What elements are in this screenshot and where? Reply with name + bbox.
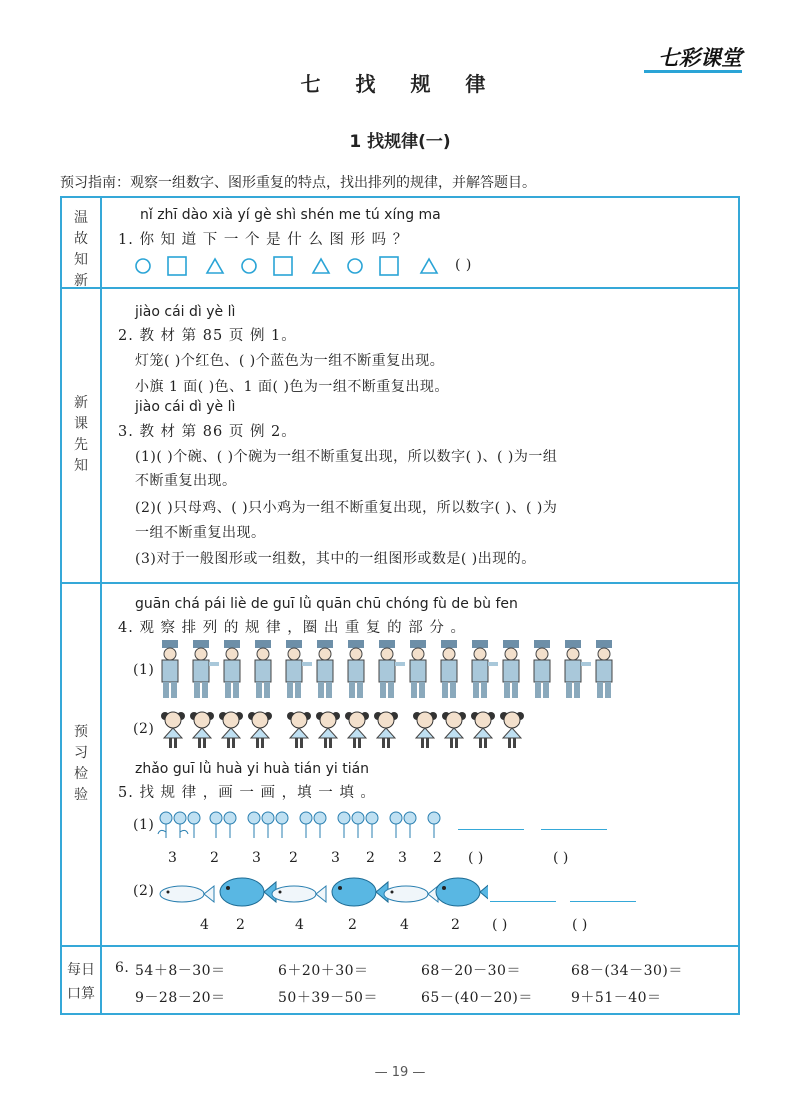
label-text: 预习检验 — [74, 724, 88, 803]
girl-figure — [287, 712, 311, 748]
q5-number: 2 — [366, 850, 375, 866]
soldier-figure — [286, 640, 312, 698]
q5-row2-label: (2) — [133, 883, 155, 899]
big-fish-icon — [220, 878, 276, 906]
triangle-shape — [421, 259, 437, 273]
q1-pinyin: nǐ zhī dào xià yí gè shì shén me tú xíng ma — [140, 207, 441, 223]
label-text: 新课先知 — [74, 395, 88, 474]
q2-text: 2. 教 材 第 85 页 例 1。 — [118, 328, 297, 344]
soldier-figures-svg — [158, 638, 618, 700]
q5-number: 3 — [252, 850, 261, 866]
small-flower-icon — [276, 812, 288, 838]
q5-answer-blank[interactable]: ( ) — [468, 850, 484, 866]
q5-answer-blank[interactable]: ( ) — [492, 917, 508, 933]
small-flower-icon — [314, 812, 326, 838]
soldier-figure — [596, 640, 612, 698]
q3-line-1b: 不断重复出现。 — [135, 473, 237, 489]
small-fish-icon — [272, 886, 326, 902]
girl-figure — [442, 712, 466, 748]
q5-row1-draw-blank-2[interactable] — [541, 829, 607, 830]
q1-answer-blank[interactable]: ( ) — [455, 257, 472, 273]
divider-3 — [60, 945, 740, 947]
small-flower-icon — [174, 812, 188, 838]
q5-number: 3 — [331, 850, 340, 866]
q5-number: 2 — [210, 850, 219, 866]
preview-guide: 预习指南：观察一组数字、图形重复的特点，找出排列的规律，并解答题目。 — [60, 175, 536, 191]
flower-figures-svg — [156, 806, 456, 840]
q2-line-2: 小旗 1 面( )色、1 面( )色为一组不断重复出现。 — [135, 379, 449, 395]
q6-problem: 68－20－30＝ — [421, 963, 521, 979]
q5-number: 4 — [200, 917, 209, 933]
big-fish-icon — [436, 878, 488, 906]
q5-row1-flowers — [156, 806, 456, 840]
q5-answer-blank[interactable]: ( ) — [572, 917, 588, 933]
soldier-figure — [255, 640, 271, 698]
q5-number: 2 — [348, 917, 357, 933]
small-fish-icon — [384, 886, 438, 902]
q3-line-2: (2)( )只母鸡、( )只小鸡为一组不断重复出现，所以数字( )、( )为 — [135, 500, 558, 516]
small-flower-icon — [248, 812, 260, 838]
section-label-daily — [62, 958, 100, 1006]
soldier-figure — [534, 640, 550, 698]
square-shape — [380, 257, 398, 275]
soldier-figure — [193, 640, 219, 698]
girl-figure — [161, 712, 185, 748]
q6-problem: 9＋51－40＝ — [571, 990, 662, 1006]
square-shape — [274, 257, 292, 275]
section-label-review — [62, 208, 100, 292]
q5-row1-numbers — [168, 850, 628, 870]
q3-line-1: (1)( )个碗、( )个碗为一组不断重复出现，所以数字( )、( )为一组 — [135, 449, 558, 465]
q4-row2-figures — [160, 708, 530, 754]
girl-figure — [190, 712, 214, 748]
soldier-figure — [503, 640, 519, 698]
q2-line-1: 灯笼( )个红色、( )个蓝色为一组不断重复出现。 — [135, 353, 445, 369]
q6-problem: 9－28－20＝ — [135, 990, 226, 1006]
soldier-figure — [224, 640, 240, 698]
label-text: 温故知新 — [74, 210, 88, 289]
small-flower-icon — [390, 812, 402, 838]
soldier-figure — [379, 640, 405, 698]
girl-figure — [248, 712, 272, 748]
q5-number: 3 — [398, 850, 407, 866]
q5-number: 2 — [451, 917, 460, 933]
q6-label: 6. — [115, 960, 130, 976]
small-flower-icon — [158, 812, 172, 838]
small-flower-icon — [210, 812, 222, 838]
label-column-divider — [100, 196, 102, 1015]
q2-pinyin: jiào cái dì yè lì — [135, 304, 236, 320]
q5-row2-fish — [158, 874, 488, 910]
girl-figures-svg — [160, 708, 530, 754]
q3-text: 3. 教 材 第 86 页 例 2。 — [118, 424, 297, 440]
q4-row1-label: (1) — [133, 662, 155, 678]
q3-line-2b: 一组不断重复出现。 — [135, 525, 266, 541]
q5-number: 4 — [295, 917, 304, 933]
circle-shape — [348, 259, 362, 273]
small-flower-icon — [352, 812, 364, 838]
page-number: — 19 — — [374, 1065, 426, 1080]
q4-row2-label: (2) — [133, 721, 155, 737]
small-flower-icon — [224, 812, 236, 838]
triangle-shape — [207, 259, 223, 273]
small-fish-icon — [160, 886, 214, 902]
divider-1 — [60, 287, 740, 289]
q5-number: 4 — [400, 917, 409, 933]
small-flower-icon — [428, 812, 440, 838]
girl-figure — [374, 712, 398, 748]
small-flower-icon — [262, 812, 274, 838]
section-title: 1 找规律(一) — [349, 132, 451, 152]
q6-problem: 50＋39－50＝ — [278, 990, 378, 1006]
q6-problem: 68－(34－30)＝ — [571, 963, 683, 979]
q5-text: 5. 找 规 律 ，画 一 画 ，填 一 填 。 — [118, 785, 376, 801]
q4-text: 4. 观 察 排 列 的 规 律 ，圈 出 重 复 的 部 分 。 — [118, 620, 466, 636]
small-flower-icon — [300, 812, 312, 838]
girl-figure — [471, 712, 495, 748]
fish-figures-svg — [158, 874, 488, 910]
girl-figure — [316, 712, 340, 748]
q5-row1-label: (1) — [133, 817, 155, 833]
soldier-figure — [441, 640, 457, 698]
soldier-figure — [472, 640, 498, 698]
soldier-figure — [565, 640, 591, 698]
small-flower-icon — [366, 812, 378, 838]
soldier-figure — [348, 640, 364, 698]
label-text: 每日口算 — [67, 962, 95, 1002]
q5-number: 2 — [236, 917, 245, 933]
big-fish-icon — [332, 878, 388, 906]
small-flower-icon — [188, 812, 200, 838]
q5-number: 3 — [168, 850, 177, 866]
q5-answer-blank[interactable]: ( ) — [553, 850, 569, 866]
q4-row1-figures — [158, 638, 618, 700]
circle-shape — [136, 259, 150, 273]
q5-row2-draw-blank-1[interactable] — [490, 901, 556, 902]
q3-line-3: (3)对于一般图形或一组数，其中的一组图形或数是( )出现的。 — [135, 551, 536, 567]
q1-text: 1. 你 知 道 下 一 个 是 什 么 图 形 吗 ？ — [118, 232, 409, 248]
girl-figure — [219, 712, 243, 748]
q5-number: 2 — [289, 850, 298, 866]
girl-figure — [413, 712, 437, 748]
small-flower-icon — [338, 812, 350, 838]
q3-pinyin: jiào cái dì yè lì — [135, 399, 236, 415]
girl-figure — [500, 712, 524, 748]
triangle-shape — [313, 259, 329, 273]
q6-problem: 6＋20＋30＝ — [278, 963, 369, 979]
soldier-figure — [410, 640, 426, 698]
q6-problem: 54＋8－30＝ — [135, 963, 226, 979]
small-flower-icon — [404, 812, 416, 838]
girl-figure — [345, 712, 369, 748]
soldier-figure — [162, 640, 178, 698]
soldier-figure — [317, 640, 333, 698]
q4-pinyin: guān chá pái liè de guī lǜ quān chū chóng fù de bù fen — [135, 596, 518, 612]
divider-2 — [60, 582, 740, 584]
square-shape — [168, 257, 186, 275]
q5-row1-draw-blank-1[interactable] — [458, 829, 524, 830]
q5-pinyin: zhǎo guī lǜ huà yi huà tián yi tián — [135, 761, 370, 777]
q5-row2-draw-blank-2[interactable] — [570, 901, 636, 902]
q6-problem: 65－(40－20)＝ — [421, 990, 533, 1006]
chapter-title: 七 找 规 律 — [300, 72, 500, 96]
q5-row2-numbers — [170, 917, 640, 937]
section-label-new — [62, 393, 100, 477]
q5-number: 2 — [433, 850, 442, 866]
circle-shape — [242, 259, 256, 273]
brand-logo: 七彩课堂 — [658, 46, 742, 70]
section-label-preview — [62, 722, 100, 806]
